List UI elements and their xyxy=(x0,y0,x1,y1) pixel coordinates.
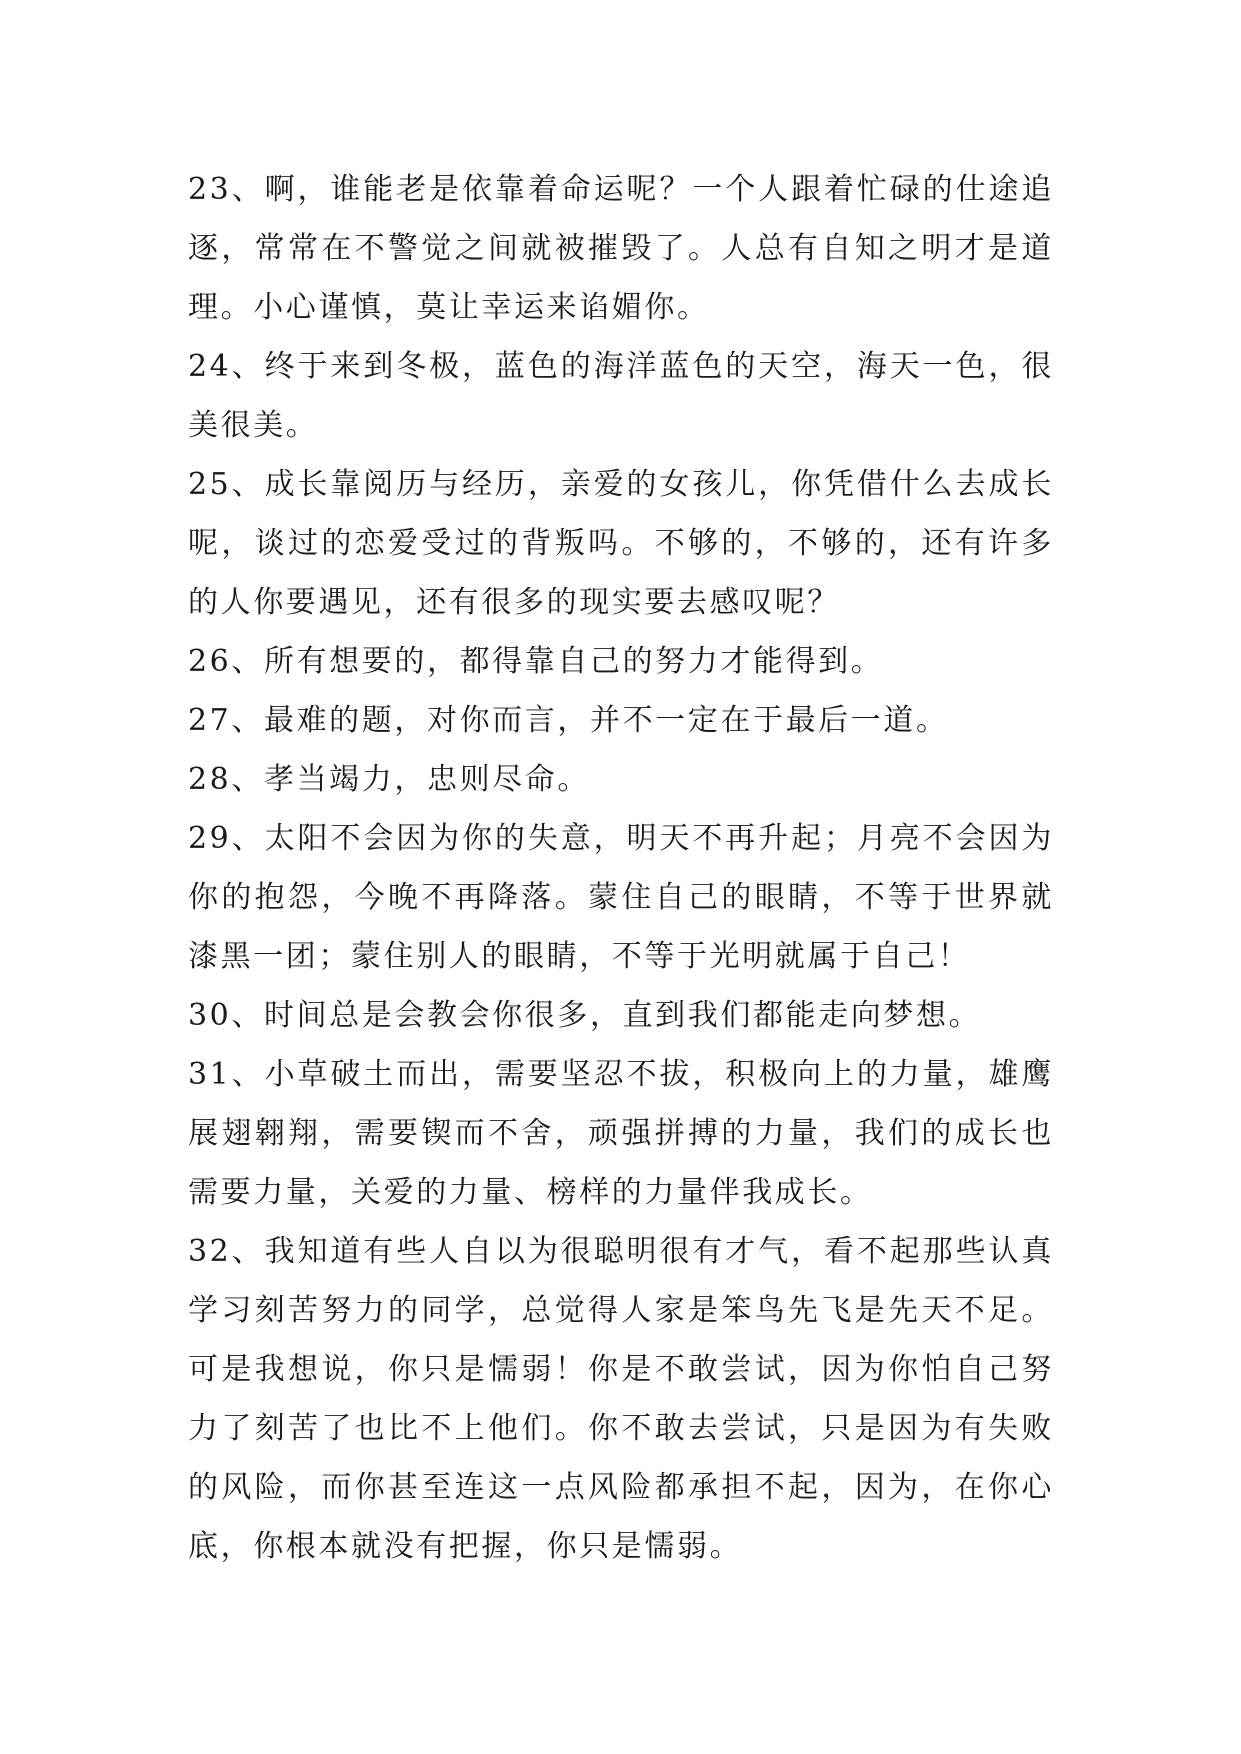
document-body xyxy=(188,160,1054,1576)
paragraph-29: 29、太阳不会因为你的失意，明天不再升起；月亮不会因为你的抱怨，今晚不再降落。蒙住自己的眼睛，不等于世界就漆黑一团；蒙住别人的眼睛，不等于光明就属于自己！ xyxy=(188,821,1054,974)
paragraph-27: 27、最难的题，对你而言，并不一定在于最后一道。 xyxy=(188,703,949,738)
paragraph-30: 30、时间总是会教会你很多，直到我们都能走向梦想。 xyxy=(188,998,982,1033)
paragraph-31: 31、小草破土而出，需要坚忍不拔，积极向上的力量，雄鹰展翅翱翔，需要锲而不舍，顽强拼搏的力量，我们的成长也需要力量，关爱的力量、榜样的力量伴我成长。 xyxy=(188,1057,1054,1210)
paragraph-26: 26、所有想要的，都得靠自己的努力才能得到。 xyxy=(188,644,884,679)
paragraph-28: 28、孝当竭力，忠则尽命。 xyxy=(188,762,590,797)
paragraph-32: 32、我知道有些人自以为很聪明很有才气，看不起那些认真学习刻苦努力的同学，总觉得人家是笨鸟先飞是先天不足。可是我想说，你只是懦弱！你是不敢尝试，因为你怕自己努力了刻苦了也比不上他们。你不敢去尝试，只是因为有失败的风险，而你甚至连这一点风险都承担不起，因为，在你心底，你根本就没有把握，你只是懦弱。 xyxy=(188,1234,1054,1564)
paragraph-25: 25、成长靠阅历与经历，亲爱的女孩儿，你凭借什么去成长呢，谈过的恋爱受过的背叛吗。不够的，不够的，还有许多的人你要遇见，还有很多的现实要去感叹呢？ xyxy=(188,467,1054,620)
paragraph-23: 23、啊，谁能老是依靠着命运呢？一个人跟着忙碌的仕途追逐，常常在不警觉之间就被摧毁了。人总有自知之明才是道理。小心谨慎，莫让幸运来谄媚你。 xyxy=(188,172,1054,325)
paragraph-24: 24、终于来到冬极，蓝色的海洋蓝色的天空，海天一色，很美很美。 xyxy=(188,349,1054,443)
